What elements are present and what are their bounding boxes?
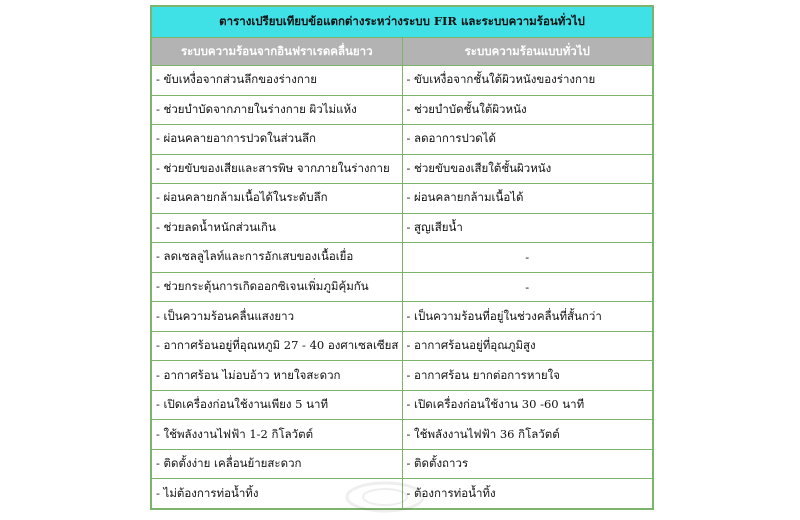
general-cell: - เปิดเครื่องก่อนใช้งาน 30 -60 นาที (402, 390, 653, 420)
table-row (152, 420, 653, 450)
general-cell: - ใช้พลังงานไฟฟ้า 36 กิโลวัตต์ (402, 420, 653, 450)
table-body (152, 66, 653, 509)
general-cell: - ต้องการท่อน้ำทิ้ง (402, 479, 653, 509)
comparison-table-container (150, 5, 654, 510)
table-row (152, 272, 653, 302)
general-cell: - อากาศร้อน ยากต่อการหายใจ (402, 361, 653, 391)
fir-cell: - ไม่ต้องการท่อน้ำทิ้ง (152, 479, 403, 509)
table-row (152, 390, 653, 420)
general-cell: - ขับเหงื่อจากชั้นใต้ผิวหนังของร่างกาย (402, 66, 653, 96)
table-row (152, 95, 653, 125)
general-cell: - สูญเสียน้ำ (402, 213, 653, 243)
general-cell: - ช่วยขับของเสียใต้ชั้นผิวหนัง (402, 154, 653, 184)
table-row (152, 361, 653, 391)
fir-cell: - ผ่อนคลายกล้ามเนื้อได้ในระดับลึก (152, 184, 403, 214)
general-cell: - (402, 243, 653, 273)
watermark-logo-icon (340, 475, 430, 515)
general-cell: - ผ่อนคลายกล้ามเนื้อได้ (402, 184, 653, 214)
table-row (152, 66, 653, 96)
table-row (152, 302, 653, 332)
table-title: ตารางเปรียบเทียบข้อแตกต่างระหว่างระบบ FIR และระบบความร้อนทั่วไป (152, 7, 653, 38)
fir-cell: - ใช้พลังงานไฟฟ้า 1-2 กิโลวัตต์ (152, 420, 403, 450)
general-cell: - เป็นความร้อนที่อยู่ในช่วงคลื่นที่สั้นกว่า (402, 302, 653, 332)
general-cell: - ลดอาการปวดได้ (402, 125, 653, 155)
fir-cell: - อากาศร้อน ไม่อบอ้าว หายใจสะดวก (152, 361, 403, 391)
fir-cell: - ติดตั้งง่าย เคลื่อนย้ายสะดวก (152, 449, 403, 479)
table-row (152, 331, 653, 361)
fir-cell: - ลดเซลลูไลท์และการอักเสบของเนื้อเยื่อ (152, 243, 403, 273)
fir-cell: - ผ่อนคลายอาการปวดในส่วนลึก (152, 125, 403, 155)
table-row (152, 213, 653, 243)
fir-cell: - ช่วยขับของเสียและสารพิษ จากภายในร่างกาย (152, 154, 403, 184)
fir-cell: - เป็นความร้อนคลื่นแสงยาว (152, 302, 403, 332)
title-row (152, 7, 653, 38)
fir-cell: - ช่วยบำบัดจากภายในร่างกาย ผิวไม่แห้ง (152, 95, 403, 125)
table-row (152, 154, 653, 184)
column-header-fir: ระบบความร้อนจากอินฟราเรดคลื่นยาว (152, 38, 403, 66)
fir-cell: - อากาศร้อนอยู่ที่อุณหภูมิ 27 - 40 องศาเซลเซียส (152, 331, 403, 361)
fir-cell: - ช่วยลดน้ำหนักส่วนเกิน (152, 213, 403, 243)
fir-cell: - ขับเหงื่อจากส่วนลึกของร่างกาย (152, 66, 403, 96)
header-row (152, 38, 653, 66)
general-cell: - (402, 272, 653, 302)
table-row (152, 243, 653, 273)
table-row (152, 184, 653, 214)
general-cell: - อากาศร้อนอยู่ที่อุณภูมิสูง (402, 331, 653, 361)
table-row (152, 125, 653, 155)
general-cell: - ช่วยบำบัดชั้นใต้ผิวหนัง (402, 95, 653, 125)
column-header-general: ระบบความร้อนแบบทั่วไป (402, 38, 653, 66)
comparison-table (151, 6, 653, 509)
fir-cell: - ช่วยกระตุ้นการเกิดออกซิเจนเพิ่มภูมิคุ้มกัน (152, 272, 403, 302)
general-cell: - ติดตั้งถาวร (402, 449, 653, 479)
fir-cell: - เปิดเครื่องก่อนใช้งานเพียง 5 นาที (152, 390, 403, 420)
